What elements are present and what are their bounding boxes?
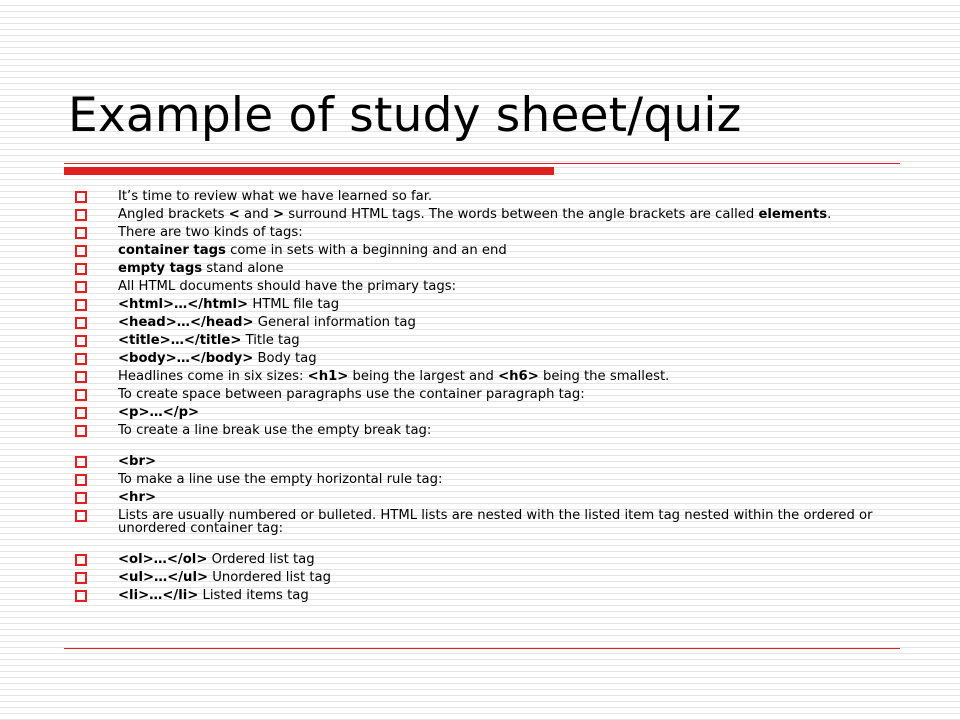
text: Unordered list tag [208,570,331,585]
hollow-square-bullet-icon [75,245,87,257]
hollow-square-bullet-icon [75,209,87,221]
bold-text: < [228,207,240,222]
text: stand alone [202,261,284,276]
hollow-square-bullet-icon [75,317,87,329]
text: being the largest and [348,369,499,384]
list-item [70,406,890,419]
bullet-list [70,190,890,607]
bold-text: <li>…</li> [118,588,199,603]
bold-text: <ul>…</ul> [118,570,209,585]
slide-title: Example of study sheet/quiz [68,88,742,143]
text: Ordered list tag [207,552,315,567]
text: come in sets with a beginning and an end [225,243,507,258]
list-item [70,473,890,486]
text: To create a line break use the empty break tag: [118,423,432,438]
text: and [239,207,273,222]
hollow-square-bullet-icon [75,554,87,566]
bold-text: container tags [118,243,226,258]
list-item [70,424,890,437]
list-item [70,571,890,584]
bold-text: <hr> [118,490,156,505]
title-underline-bar [64,167,554,175]
list-item [70,334,890,347]
hollow-square-bullet-icon [75,456,87,468]
hollow-square-bullet-icon [75,389,87,401]
hollow-square-bullet-icon [75,227,87,239]
list-item [70,208,890,221]
hollow-square-bullet-icon [75,263,87,275]
title-divider-line [64,163,900,164]
text: . [827,207,832,222]
text: surround HTML tags. The words between the angle brackets are called [284,207,759,222]
list-item [70,553,890,566]
hollow-square-bullet-icon [75,474,87,486]
list-item [70,316,890,329]
hollow-square-bullet-icon [75,299,87,311]
text: Title tag [241,333,300,348]
list-item [70,388,890,401]
text: HTML file tag [248,297,340,312]
text: General information tag [253,315,416,330]
list-item [70,298,890,311]
list-item [70,190,890,203]
text: Lists are usually numbered or bulleted. HTML lists are nested with the listed item tag nested within the ordered or unordered container tag: [118,508,873,536]
list-item [70,262,890,275]
text: All HTML documents should have the primary tags: [118,279,457,294]
list-item [70,455,890,468]
list-item [70,491,890,504]
bold-text: <br> [118,454,157,469]
list-item [70,352,890,365]
hollow-square-bullet-icon [75,425,87,437]
bold-text: <body>…</body> [118,351,254,366]
text: To make a line use the empty horizontal rule tag: [118,472,443,487]
text: Listed items tag [198,588,309,603]
hollow-square-bullet-icon [75,590,87,602]
list-item [70,509,890,535]
bold-text: <head>…</head> [118,315,254,330]
list-item [70,589,890,602]
list-item [70,244,890,257]
hollow-square-bullet-icon [75,353,87,365]
list-item [70,370,890,383]
bold-text: <h1> [307,369,349,384]
list-item [70,226,890,239]
text: To create space between paragraphs use the container paragraph tag: [118,387,585,402]
bold-text: empty tags [118,261,203,276]
bold-text: > [273,207,285,222]
text: being the smallest. [538,369,670,384]
hollow-square-bullet-icon [75,572,87,584]
text: Body tag [253,351,317,366]
bold-text: elements [758,207,828,222]
hollow-square-bullet-icon [75,510,87,522]
footer-divider-line [64,648,900,649]
bold-text: <html>…</html> [118,297,249,312]
hollow-square-bullet-icon [75,191,87,203]
list-item [70,280,890,293]
hollow-square-bullet-icon [75,371,87,383]
bold-text: <h6> [498,369,539,384]
bold-text: <p>…</p> [118,405,200,420]
hollow-square-bullet-icon [75,335,87,347]
hollow-square-bullet-icon [75,407,87,419]
bold-text: <ol>…</ol> [118,552,208,567]
text: Angled brackets [118,207,229,222]
text: Headlines come in six sizes: [118,369,308,384]
bold-text: <title>…</title> [118,333,242,348]
hollow-square-bullet-icon [75,492,87,504]
hollow-square-bullet-icon [75,281,87,293]
text: It’s time to review what we have learned so far. [118,189,433,204]
text: There are two kinds of tags: [118,225,303,240]
